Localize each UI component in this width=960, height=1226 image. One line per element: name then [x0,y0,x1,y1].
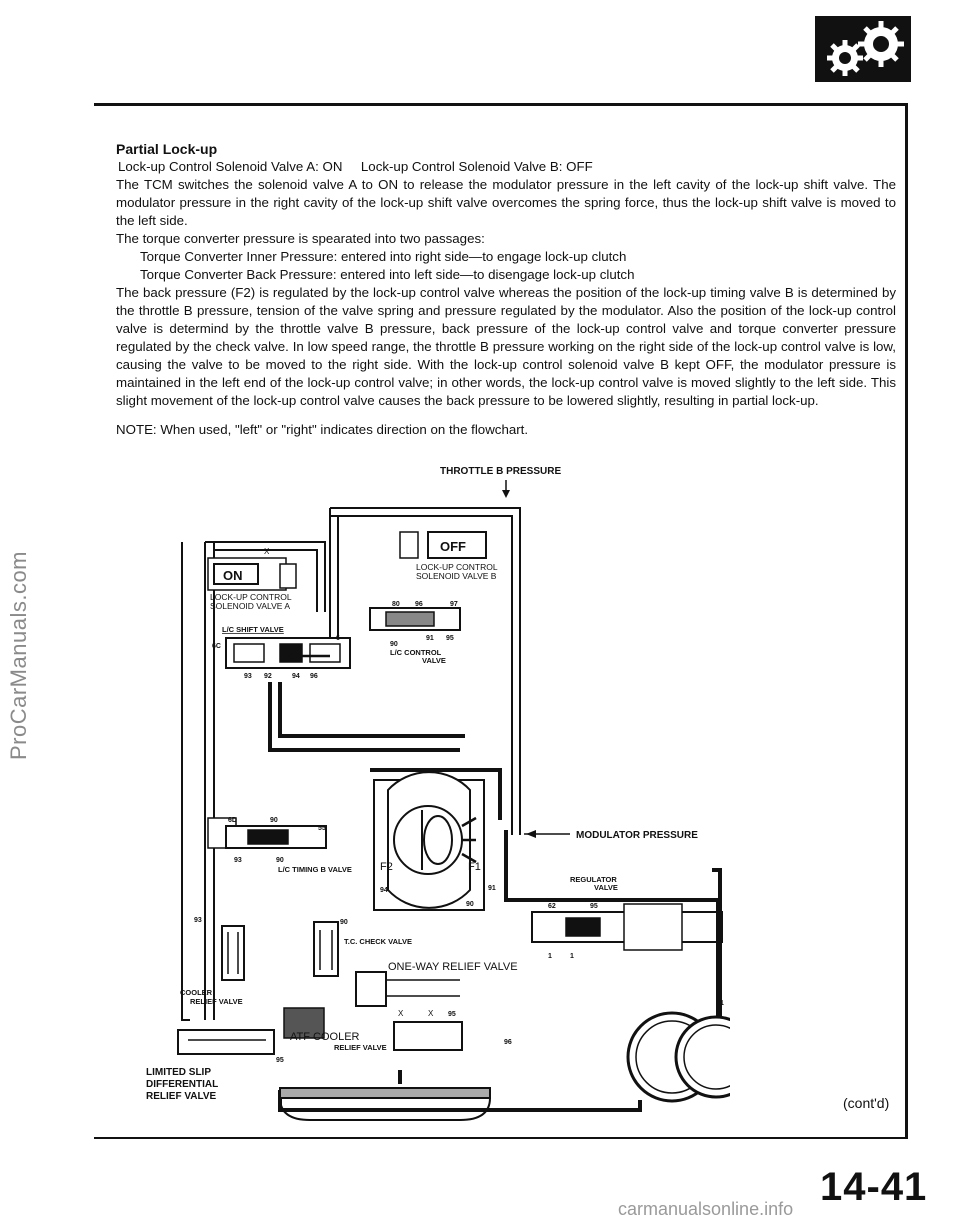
svg-text:ON: ON [223,568,243,583]
svg-text:80: 80 [392,601,400,608]
svg-text:RELIEF VALVE: RELIEF VALVE [190,997,243,1006]
svg-text:1: 1 [720,1000,724,1007]
svg-text:95: 95 [276,1057,284,1064]
oil-pan [280,1088,490,1120]
f1-label: F1 [468,861,481,873]
svg-text:6D: 6D [228,817,237,824]
svg-text:90: 90 [466,901,474,908]
svg-text:93: 93 [244,673,252,680]
svg-text:L/C SHIFT VALVE: L/C SHIFT VALVE [222,625,284,634]
svg-text:96: 96 [504,1039,512,1046]
svg-text:OFF: OFF [440,539,466,554]
svg-text:91: 91 [426,635,434,642]
paragraph-1: The TCM switches the solenoid valve A to ON to release the modulator pressure in the left cavity of the lock-up shift valve. The modulator pressure in the right cavity of the lock-up shift valve overcomes the spring force, thus the lock-up shift valve is moved to the left side. [116,177,896,228]
svg-text:93: 93 [234,857,242,864]
section-heading: Partial Lock-up [116,141,218,157]
svg-text:RELIEF VALVE: RELIEF VALVE [334,1043,387,1052]
solenoid-state: Lock-up Control Solenoid Valve A: ON Lock-up Control Solenoid Valve B: OFF [118,159,593,174]
svg-text:X: X [398,1009,404,1018]
svg-text:55: 55 [318,825,326,832]
solenoid-valve-a [208,547,296,590]
svg-text:97: 97 [450,601,458,608]
limited-slip-relief-valve [146,1030,274,1102]
svg-text:95: 95 [446,635,454,642]
modulator-pressure-label: MODULATOR PRESSURE [576,830,698,841]
svg-text:VALVE: VALVE [594,883,618,892]
svg-text:91: 91 [488,885,496,892]
paragraph-2: The torque converter pressure is spearated into two passages: [116,231,485,246]
svg-text:1: 1 [570,953,574,960]
passage-inner: Torque Converter Inner Pressure: entered into right side—to engage lock-up clutch [140,249,627,264]
throttle-b-pressure-label: THROTTLE B PRESSURE [440,466,562,477]
svg-text:VALVE: VALVE [422,656,446,665]
svg-text:95: 95 [448,1011,456,1018]
svg-text:6: 6 [336,635,340,642]
one-way-relief-valve [356,961,518,1006]
torque-converter [374,772,496,910]
svg-text:94: 94 [380,887,388,894]
svg-text:LIMITED SLIP: LIMITED SLIP [146,1067,211,1078]
svg-text:94: 94 [292,673,300,680]
description-text [116,140,896,439]
continued-note: (cont'd) [843,1095,890,1111]
bottom-watermark: carmanualsonline.info [618,1199,794,1219]
svg-text:ATF COOLER: ATF COOLER [290,1031,360,1043]
svg-text:90: 90 [276,857,284,864]
svg-text:90: 90 [270,817,278,824]
hydraulic-circuit-diagram [130,460,730,1150]
oil-pump [628,1000,730,1101]
svg-text:95: 95 [590,903,598,910]
atf-cooler-relief-valve [276,1008,512,1064]
f2-label: F2 [380,861,393,873]
svg-text:1: 1 [548,953,552,960]
note-text: NOTE: When used, "left" or "right" indicates direction on the flowchart. [116,422,529,437]
regulator-valve [532,875,722,960]
solenoid-valve-b [400,532,486,558]
svg-text:T.C. CHECK VALVE: T.C. CHECK VALVE [344,937,413,946]
svg-text:SOLENOID VALVE A: SOLENOID VALVE A [210,601,290,611]
lc-control-valve [370,601,460,665]
svg-text:REGULATOR: REGULATOR [570,875,617,884]
svg-text:COOLER: COOLER [180,988,213,997]
cooler-relief-valve [180,917,244,1006]
svg-text:X: X [264,547,270,556]
svg-text:62: 62 [548,903,556,910]
svg-text:SOLENOID VALVE B: SOLENOID VALVE B [416,571,497,581]
svg-text:RELIEF VALVE: RELIEF VALVE [146,1091,217,1102]
svg-text:96: 96 [415,601,423,608]
svg-text:90: 90 [340,919,348,926]
svg-text:ONE-WAY RELIEF VALVE: ONE-WAY RELIEF VALVE [388,961,518,973]
svg-text:6C: 6C [212,643,221,650]
page-number: 14-41 [820,1165,928,1209]
paragraph-3: The back pressure (F2) is regulated by the lock-up control valve whereas the position of the lock-up timing valve B is determined by the throttle B pressure, tension of the valve spring and pressure regulated by the modulator. Also the position of the lock-up control valve is determind by the throttle valve B pressure, back pressure of the lock-up control valve and torque converter pressure regulated by the check valve. In low speed range, the throttle B pressure working on the right side of the lock-up control valve is low, causing the valve to be moved to the right side. With the lock-up control solenoid valve B kept OFF, the modulator pressure is maintained in the left end of the lock-up control valve; in other words, the lock-up control valve is moved slightly to the left side. This slight movement of the lock-up control valve causes the back pressure to be lowered slightly, resulting in partial lock-up. [116,285,896,408]
svg-text:DIFFERENTIAL: DIFFERENTIAL [146,1079,219,1090]
svg-text:L/C TIMING B VALVE: L/C TIMING B VALVE [278,865,352,874]
lc-timing-b-valve [208,817,352,874]
svg-text:L/C CONTROL: L/C CONTROL [390,648,442,657]
passage-back: Torque Converter Back Pressure: entered into left side—to disengage lock-up clutch [140,267,635,282]
gears-icon [815,16,911,82]
svg-text:LOCK-UP CONTROL: LOCK-UP CONTROL [416,562,498,572]
svg-text:93: 93 [194,917,202,924]
svg-text:92: 92 [264,673,272,680]
svg-text:90: 90 [390,641,398,648]
svg-text:LOCK-UP CONTROL: LOCK-UP CONTROL [210,592,292,602]
side-watermark: ProCarManuals.com [6,550,31,760]
svg-text:X: X [428,1009,434,1018]
svg-text:96: 96 [310,673,318,680]
throttle-arrow-icon [502,480,510,498]
